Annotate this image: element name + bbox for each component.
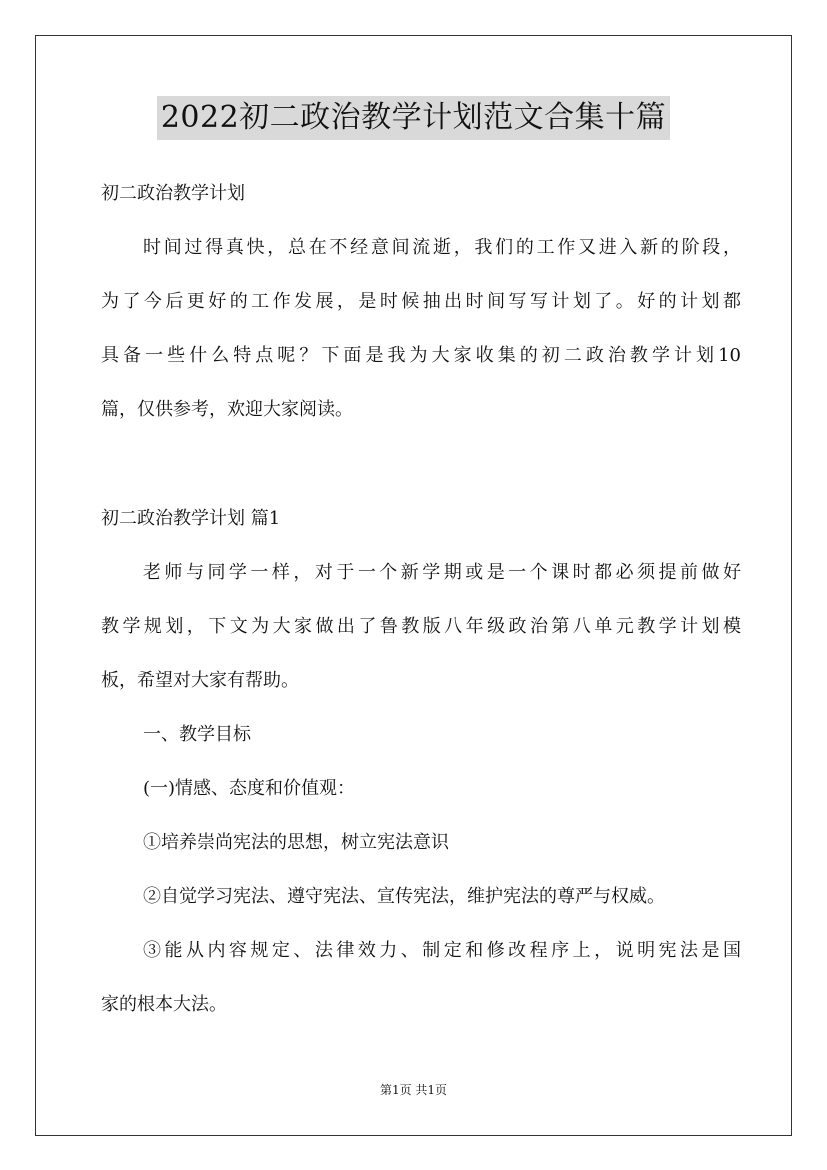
subheading: 一、教学目标 bbox=[143, 724, 251, 745]
list-item: ②自觉学习宪法、遵守宪法、宣传宪法，维护宪法的尊严与权威。 bbox=[143, 886, 665, 907]
paragraph-line: 篇，仅供参考，欢迎大家阅读。 bbox=[101, 399, 353, 420]
page-footer: 第1页 共1页 bbox=[379, 1083, 448, 1097]
paragraph-line: 时间过得真快，总在不经意间流逝，我们的工作又进入新的阶段， bbox=[143, 237, 741, 258]
list-item: ③能从内容规定、法律效力、制定和修改程序上，说明宪法是国 bbox=[143, 940, 741, 961]
paragraph-line: 老师与同学一样，对于一个新学期或是一个课时都必须提前做好 bbox=[143, 562, 741, 583]
title-container bbox=[0, 96, 827, 140]
section-heading: 初二政治教学计划 篇1 bbox=[101, 508, 281, 529]
list-item: ①培养崇尚宪法的思想，树立宪法意识 bbox=[143, 832, 449, 853]
paragraph-line: 为了今后更好的工作发展，是时候抽出时间写写计划了。好的计划都 bbox=[101, 291, 741, 312]
paragraph-line: 板，希望对大家有帮助。 bbox=[101, 670, 299, 691]
subheading: (一)情感、态度和价值观： bbox=[143, 778, 356, 799]
paragraph-line: 教学规划，下文为大家做出了鲁教版八年级政治第八单元教学计划模 bbox=[101, 616, 741, 637]
intro-heading: 初二政治教学计划 bbox=[101, 183, 245, 204]
paragraph-line: 具备一些什么特点呢？下面是我为大家收集的初二政治教学计划10 bbox=[101, 345, 741, 366]
document-title: 2022初二政治教学计划范文合集十篇 bbox=[157, 96, 670, 140]
paragraph-line: 家的根本大法。 bbox=[101, 994, 227, 1015]
